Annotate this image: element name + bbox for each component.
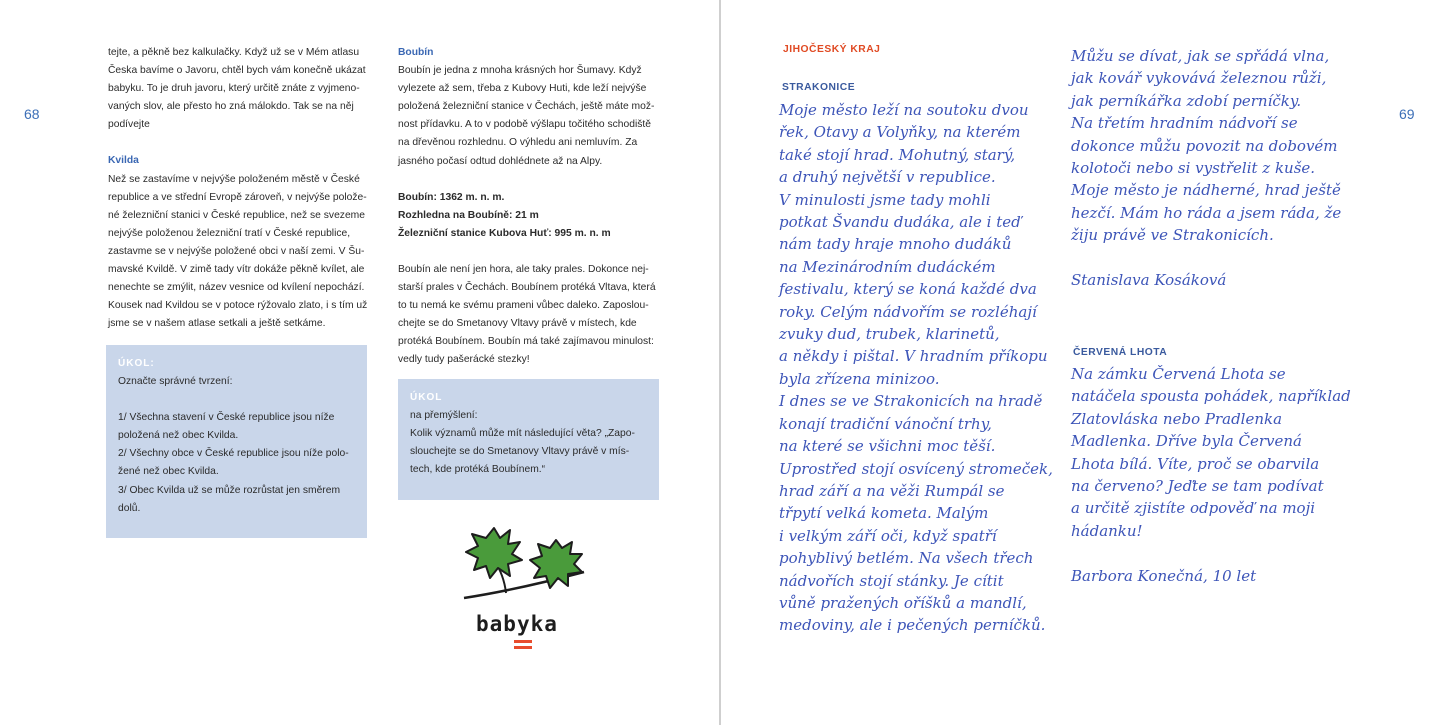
text-line: nenechte se zmýlit, název vesnice od kvílení nepochází. [108,282,365,294]
logo-wordmark [476,612,558,636]
strakonice-text-continued [1071,45,1341,291]
text-line: na dřevěnou rozhlednu. O výhledu ani nemluvím. Za [398,137,638,149]
task-box-kvilda [106,345,367,538]
script-line: V minulosti jsme tady mohli [779,190,991,209]
script-line: Moje město je nádherné, hrad ještě [1071,181,1341,200]
script-line: Lhota bílá. Víte, proč se obarvila [1071,454,1320,473]
logo-highlight-letter: y [516,612,531,636]
cervena-lhota-text [1071,363,1351,587]
author-name: Barbora Konečná, 10 let [1071,566,1257,585]
text-line: Česka bavíme o Javoru, chtěl bych vám konečně ukázat [108,65,366,77]
strakonice-text [779,99,1053,637]
cervena-lhota-title: ČERVENÁ LHOTA [1073,347,1168,358]
script-line: potkat Švandu dudáka, ale i teď [779,213,1021,232]
text-line: vedly tudy pašerácké stezky! [398,354,530,366]
intro-text [108,44,373,134]
script-line: dokonce můžu povozit na dobovém [1071,136,1338,155]
strakonice-title: STRAKONICE [782,82,856,93]
region-heading: JIHOČESKÝ KRAJ [783,44,881,55]
task-label: ÚKOL [410,392,443,403]
text-line: vylezete až sem, třeba z Kubovy Huti, kde leží nejvýše [398,83,647,95]
script-line: také stojí hrad. Mohutný, starý, [779,145,1016,164]
script-line: byla zřízena minizoo. [779,369,940,388]
script-line: i velkým září oči, když spatří [779,526,997,545]
fact-line: Boubín: 1362 m. n. m. [398,191,505,203]
underline-mark [514,646,532,649]
logo-text: ka [530,612,558,636]
fact-line: Železniční stanice Kubova Huť: 995 m. n. m [398,227,611,239]
boubin-text [398,62,666,171]
script-line: festivalu, který se koná každé dva [779,280,1037,299]
script-line: zvuky dud, trubek, klarinetů, [779,325,1000,344]
script-line: I dnes se ve Strakonicích na hradě [779,392,1043,411]
text-line: zastavme se v nejvýše položené obci v naší zemi. V Šu- [108,245,365,257]
text-line: Než se zastavíme v nejvýše položeném městě v České [108,173,360,185]
task-line: žené než obec Kvilda. [118,466,219,478]
kvilda-text [108,171,373,334]
author-name: Stanislava Kosáková [1071,271,1227,290]
text-line: Boubín je jedna z mnoha krásných hor Šumavy. Když [398,65,642,77]
task-line: Označte správné tvrzení: [118,376,233,388]
left-column-1 [108,44,373,333]
text-line: podívejte [108,119,150,131]
script-line: Na třetím hradním nádvoří se [1071,114,1298,133]
task-label: ÚKOL: [118,358,155,369]
text-line: nost přídavku. A to v podobě výšlapu točitého schodiště [398,119,652,131]
task-line: tech, kde protéká Boubínem.“ [410,464,546,476]
page-number-right: 69 [1399,106,1415,122]
text-line: vaných slov, ale přesto ho zná málokdo. Tak se na něj [108,101,354,113]
prales-text [398,261,666,370]
task-line: 3/ Obec Kvilda už se může rozrůstat jen směrem [118,484,341,496]
text-line: to tu nemá ke svému prameni vůbec daleko. Zaposlou- [398,300,649,312]
script-line: roky. Celým nádvořím se rozléhají [779,302,1037,321]
script-line: natáčela spousta pohádek, například [1071,387,1351,406]
script-line: Zlatovláska nebo Pradlenka [1071,409,1283,428]
left-page [0,0,719,725]
logo-highlight [517,612,531,636]
script-line: medoviny, ale i pečených perníčků. [779,616,1046,635]
text-line: né železniční stanici v České republice, než se svezeme [108,209,365,221]
script-line: na Mezinárodním dudáckém [779,257,996,276]
script-line: na které se všichni moc těší. [779,437,996,456]
text-line: nejvýše položenou železniční tratí v České republice, [108,227,351,239]
page-number-left: 68 [24,106,40,122]
script-line: třpytí velká kometa. Malým [779,504,989,523]
logo-text: bab [476,612,517,636]
boubin-facts [398,189,666,243]
script-line: hádanku! [1071,521,1143,540]
script-line: Můžu se dívat, jak se spřádá vlna, [1071,47,1330,65]
script-line: konají tradiční vánoční trhy, [779,414,992,433]
task-line: položená než obec Kvilda. [118,430,239,442]
script-line: a určitě zjistíte odpověď na moji [1071,499,1316,518]
script-line: a druhý největší v republice. [779,168,996,187]
text-line: republice a ve střední Evropě zároveň, v nejvýše polože- [108,191,367,203]
task-line: 2/ Všechny obce v České republice jsou níže polo- [118,448,349,460]
script-line: kolotoči nebo si vystřelit z kuše. [1071,159,1316,178]
task-line [118,391,355,409]
script-line: řek, Otavy a Volyňky, na kterém [779,123,1021,142]
script-line: hezčí. Mám ho ráda a jsem ráda, že [1071,203,1342,222]
script-line: jak kovář vykovává železnou růži, [1071,69,1327,88]
script-line: pohyblivý betlém. Na všech třech [779,549,1034,568]
text-line: Kousek nad Kvildou se v potoce rýžovalo zlato, i s tím už [108,300,368,312]
script-line: vůně pražených oříšků a mandlí, [779,593,1027,612]
fact-line: Rozhledna na Boubíně: 21 m [398,209,539,221]
script-line: Madlenka. Dříve byla Červená [1071,432,1302,451]
task-line: slouchejte se do Smetanovy Vltavy právě v mís- [410,446,630,458]
script-line: a někdy i pištal. V hradním příkopu [779,347,1048,366]
underline-mark [514,640,532,643]
maple-leaves-icon [456,520,588,620]
text-line: starší prales v Čechách. Boubínem protéká Vltava, která [398,282,656,294]
script-line: nádvořích stojí stánky. Je cítit [779,571,1004,590]
task-line: na přemýšlení: [410,410,478,422]
script-line: Na zámku Červená Lhota se [1071,365,1286,383]
script-line: Moje město leží na soutoku dvou [779,101,1029,119]
text-line: babyku. To je druh javoru, který určitě znáte z vyjmeno- [108,83,360,95]
task-line: Kolik významů může mít následující věta? „Zapo- [410,428,635,440]
text-line: jasného počasí odtud dohlédnete až na Alpy. [398,155,603,167]
text-line: Boubín ale není jen hora, ale taky prales. Dokonce nej- [398,263,649,275]
script-line: hrad září a na věži Rumpál se [779,481,1005,500]
text-line: mavské Kvildě. V zimě tady vítr dokáže pěkně kvílet, ale [108,264,365,276]
task-box-boubin [398,379,659,500]
text-line: tejte, a pěkně bez kalkulačky. Když už se v Mém atlasu [108,47,360,58]
script-line: na červeno? Jeďte se tam podívat [1071,477,1324,496]
right-page [721,0,1440,725]
babyka-logo [456,520,588,660]
left-column-2 [398,44,666,370]
script-line: Uprostřed stojí osvícený stromeček, [779,459,1053,478]
script-line: jak perníkářka zdobí perníčky. [1071,91,1302,110]
script-line: žiju právě ve Strakonicích. [1071,226,1274,245]
text-line: jsme se v našem atlase setkali a ještě setkáme. [108,318,326,330]
text-line: položená železniční stanice v Čechách, ještě máte mož- [398,101,655,113]
text-line: chejte se do Smetanovy Vltavy právě v místech, kde [398,318,637,330]
boubin-heading: Boubín [398,47,434,58]
task-line: 1/ Všechna stavení v České republice jsou níže [118,412,335,424]
script-line: nám tady hraje mnoho dudáků [779,235,1012,254]
task-line: dolů. [118,502,141,514]
text-line: protéká Boubínem. Boubín má také zajímavou minulost: [398,336,654,348]
kvilda-heading: Kvilda [108,155,139,167]
